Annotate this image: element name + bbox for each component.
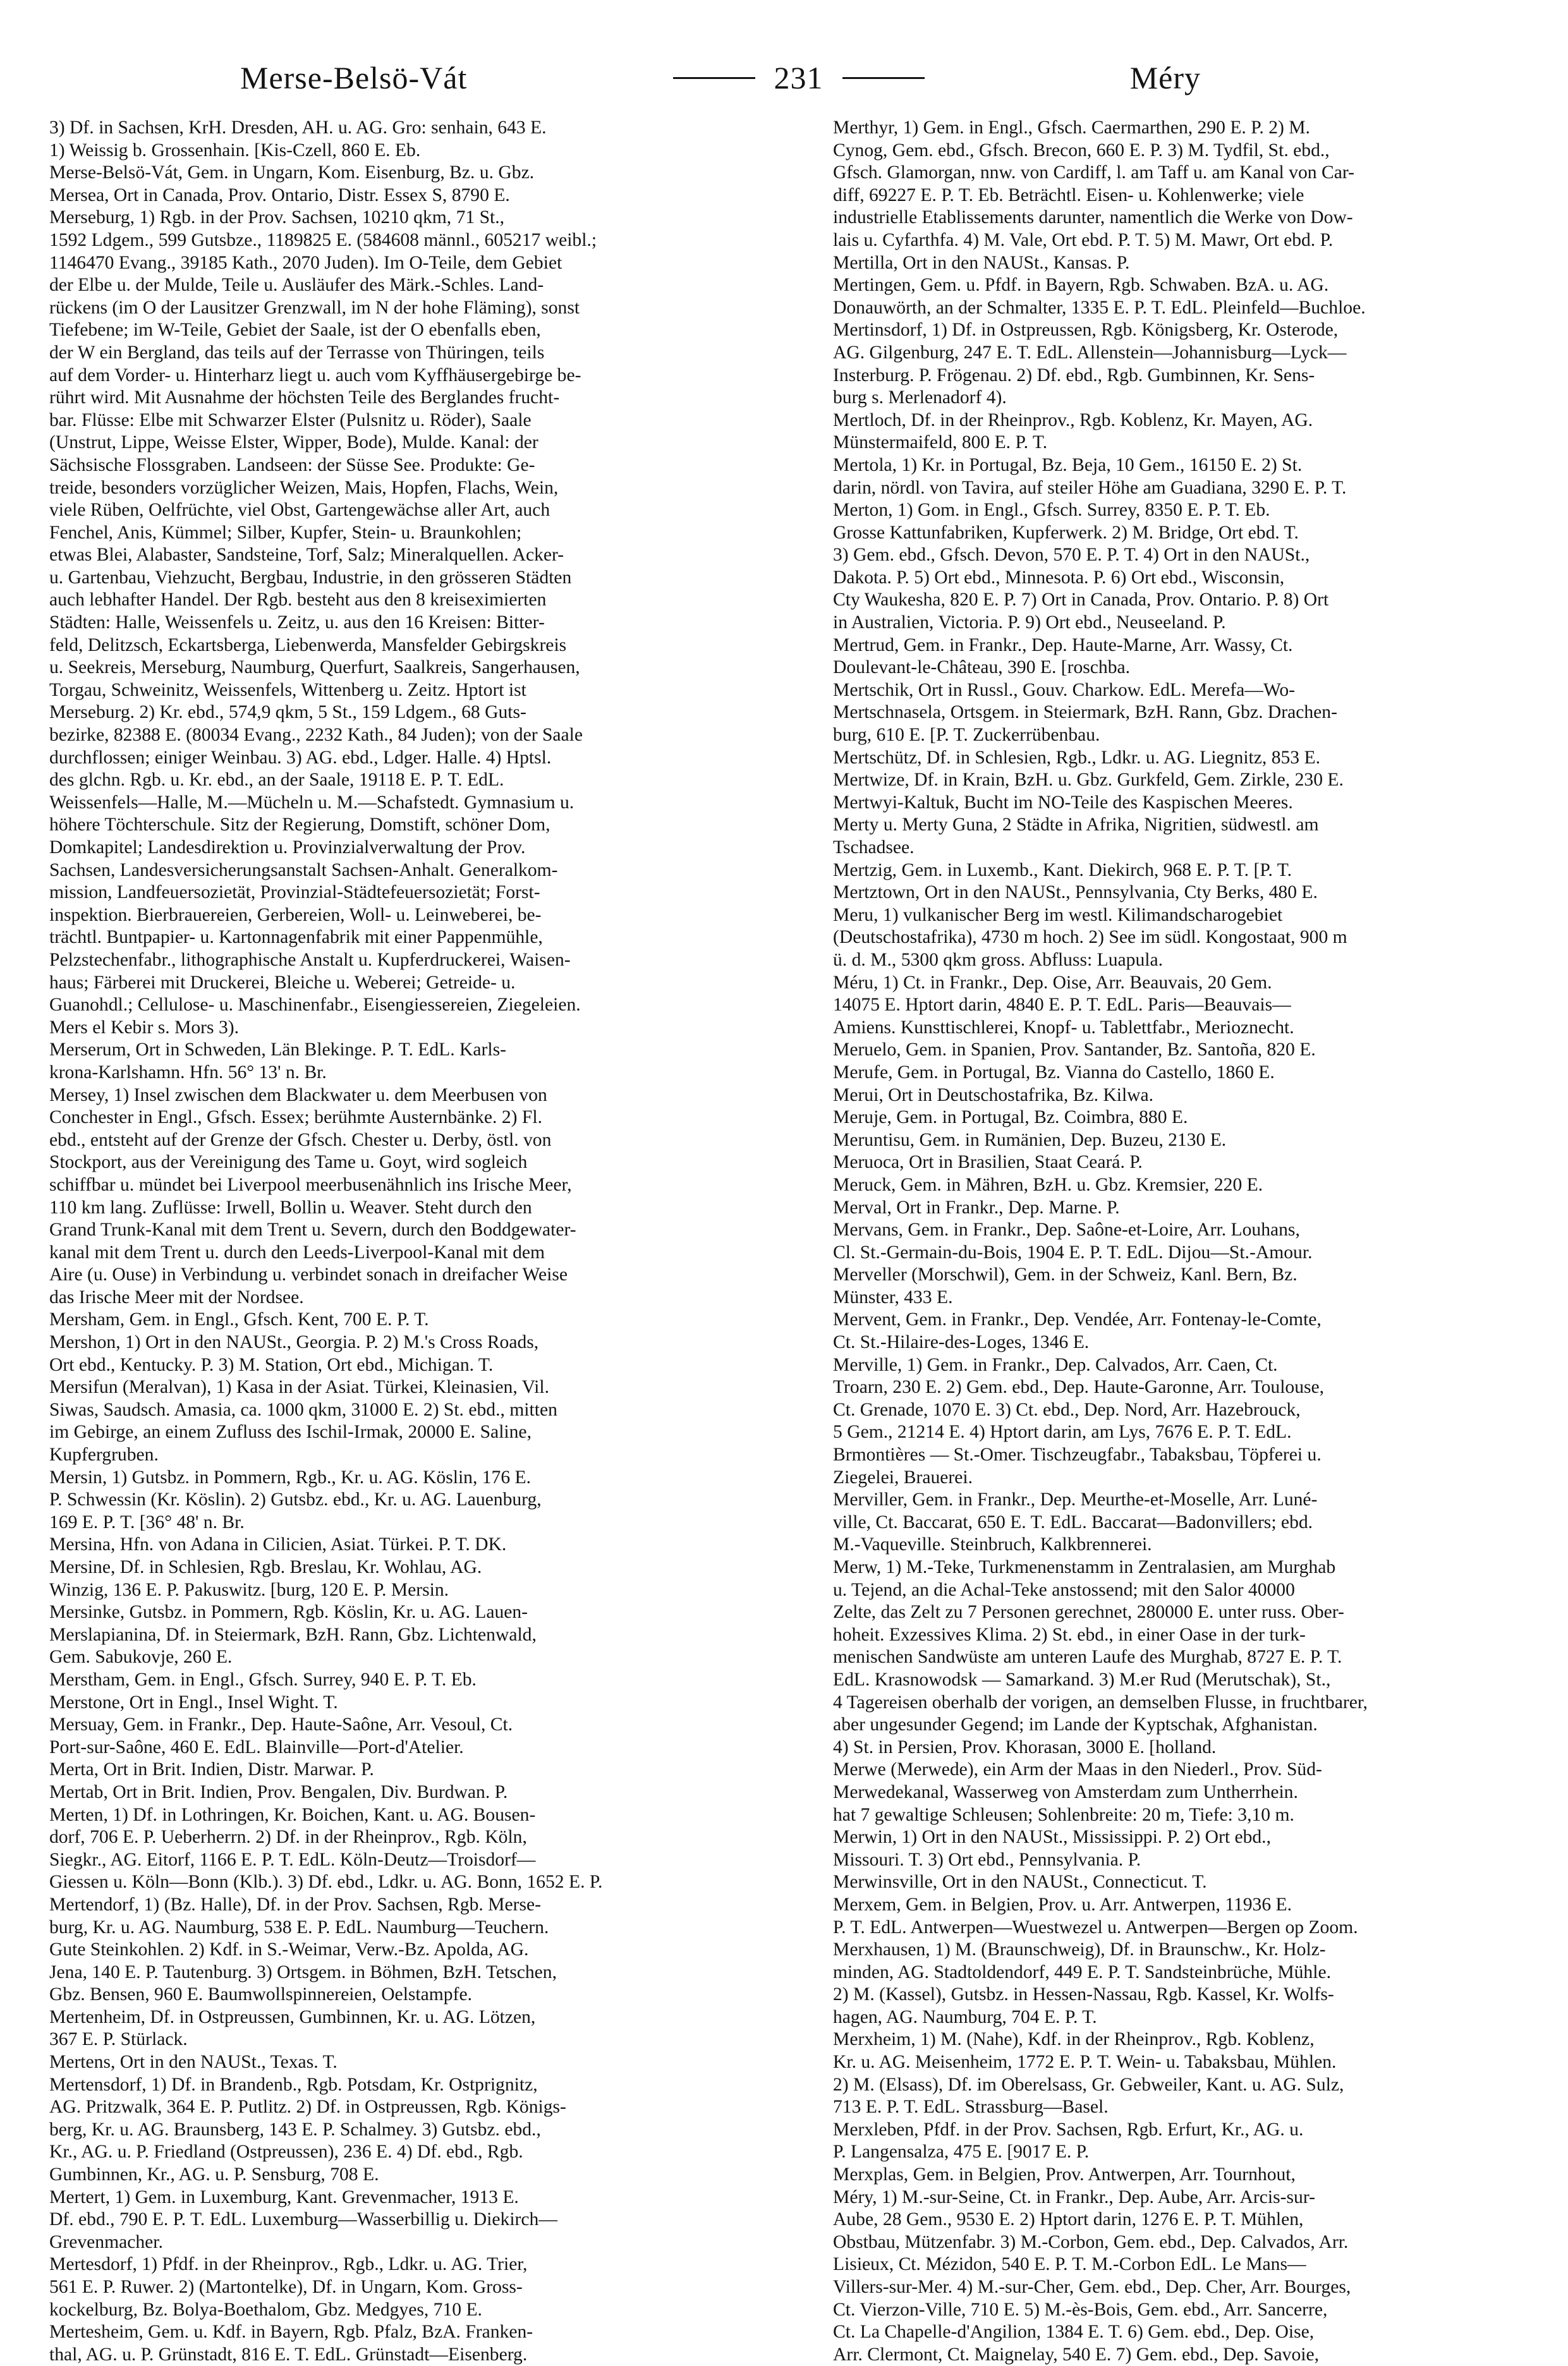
text-line: minden, AG. Stadtoldendorf, 449 E. P. T. Sandsteinbrüche, Mühle. — [833, 1962, 1331, 1982]
text-line: Sächsische Flossgraben. Landseen: der Süsse See. Produkte: Ge- — [49, 454, 535, 475]
text-line: Mertschnasela, Ortsgem. in Steiermark, BzH. Rann, Gbz. Drachen- — [833, 702, 1337, 723]
text-line: rückens (im O der Lausitzer Grenzwall, im N der hohe Fläming), sonst — [49, 297, 580, 318]
text-line: Lisieux, Ct. Mézidon, 540 E. P. T. M.-Corbon EdL. Le Mans— — [833, 2254, 1306, 2275]
text-line: Cl. St.-Germain-du-Bois, 1904 E. P. T. EdL. Dijou—St.-Amour. — [833, 1242, 1313, 1263]
text-line: Weissenfels—Halle, M.—Mücheln u. M.—Schafstedt. Gymnasium u. — [49, 792, 574, 813]
text-line: lais u. Cyfarthfa. 4) M. Vale, Ort ebd. P. T. 5) M. Mawr, Ort ebd. P. — [833, 229, 1334, 250]
text-line: u. Seekreis, Merseburg, Naumburg, Querfurt, Saalkreis, Sangerhausen, — [49, 657, 580, 678]
text-line: Meruoca, Ort in Brasilien, Staat Ceará. P. — [833, 1152, 1143, 1173]
text-line: Villers-sur-Mer. 4) M.-sur-Cher, Gem. ebd., Dep. Cher, Arr. Bourges, — [833, 2277, 1351, 2297]
text-line: auch lebhafter Handel. Der Rgb. besteht aus den 8 kreiseximierten — [49, 590, 547, 610]
text-line: industrielle Etablissements darunter, namentlich die Werke von Dow- — [833, 207, 1353, 228]
text-line: Mertinsdorf, 1) Df. in Ostpreussen, Rgb. Königsberg, Kr. Osterode, — [833, 320, 1339, 341]
text-line: Guanohdl.; Cellulose- u. Maschinenfabr., Eisengiessereien, Ziegeleien. — [49, 995, 581, 1016]
text-line: darin, nördl. von Tavira, auf steiler Höhe am Guadiana, 3290 E. P. T. — [833, 477, 1347, 498]
text-line: Ct. La Chapelle-d'Angilion, 1384 E. T. 6) Gem. ebd., Dep. Oise, — [833, 2322, 1315, 2343]
text-line: auf dem Vorder- u. Hinterharz liegt u. auch vom Kyffhäusergebirge be- — [49, 365, 581, 385]
text-line: (Unstrut, Lippe, Weisse Elster, Wipper, Bode), Mulde. Kanal: der — [49, 432, 538, 453]
text-line: Merseburg, 1) Rgb. in der Prov. Sachsen, 10210 qkm, 71 St., — [49, 207, 505, 228]
text-line: 110 km lang. Zuflüsse: Irwell, Bollin u. Weaver. Steht durch den — [49, 1197, 532, 1218]
text-line: Merty u. Merty Guna, 2 Städte in Afrika, Nigritien, südwestl. am — [833, 815, 1319, 835]
text-line: kockelburg, Bz. Bolya-Boethalom, Gbz. Medgyes, 710 E. — [49, 2299, 482, 2320]
page-header — [240, 43, 1201, 112]
text-line: Mertschik, Ort in Russl., Gouv. Charkow. EdL. Merefa—Wo- — [833, 679, 1296, 700]
text-line: Siwas, Saudsch. Amasia, ca. 1000 qkm, 31000 E. 2) St. ebd., mitten — [49, 1399, 557, 1420]
text-line: Ort ebd., Kentucky. P. 3) M. Station, Ort ebd., Michigan. T. — [49, 1354, 494, 1375]
text-line: der Elbe u. der Mulde, Teile u. Ausläufer des Märk.-Schles. Land- — [49, 275, 544, 296]
text-line: u. Gartenbau, Viehzucht, Bergbau, Industrie, in den grösseren Städten — [49, 567, 572, 588]
text-line: Meruelo, Gem. in Spanien, Prov. Santander, Bz. Santoña, 820 E. — [833, 1040, 1316, 1060]
text-line: Merstham, Gem. in Engl., Gfsch. Surrey, 940 E. P. T. Eb. — [49, 1669, 477, 1690]
text-line: Mertzig, Gem. in Luxemb., Kant. Diekirch, 968 E. P. T. [P. T. — [833, 859, 1292, 880]
text-line: Giessen u. Köln—Bonn (Klb.). 3) Df. ebd., Ldkr. u. AG. Bonn, 1652 E. P. — [49, 1872, 603, 1893]
text-line: Insterburg. P. Frögenau. 2) Df. ebd., Rgb. Gumbinnen, Kr. Sens- — [833, 365, 1315, 385]
text-line: hoheit. Exzessives Klima. 2) St. ebd., in einer Oase in der turk- — [833, 1624, 1306, 1645]
text-line: Cynog, Gem. ebd., Gfsch. Brecon, 660 E. P. 3) M. Tydfil, St. ebd., — [833, 140, 1330, 161]
text-line: Merval, Ort in Frankr., Dep. Marne. P. — [833, 1197, 1120, 1218]
text-line: Merville, 1) Gem. in Frankr., Dep. Calvados, Arr. Caen, Ct. — [833, 1354, 1278, 1375]
text-line: Merslapianina, Df. in Steiermark, BzH. Rann, Gbz. Lichtenwald, — [49, 1624, 537, 1645]
text-line: Sachsen, Landesversicherungsanstalt Sachsen-Anhalt. Generalkom- — [49, 859, 558, 880]
text-line: Mertloch, Df. in der Rheinprov., Rgb. Koblenz, Kr. Mayen, AG. — [833, 410, 1313, 430]
text-line: Merwin, 1) Ort in den NAUSt., Mississippi. P. 2) Ort ebd., — [833, 1827, 1271, 1848]
text-line: 14075 E. Hptort darin, 4840 E. P. T. EdL. Paris—Beauvais— — [833, 995, 1291, 1016]
text-line: 713 E. P. T. EdL. Strassburg—Basel. — [833, 2097, 1109, 2118]
text-line: Merwe (Merwede), ein Arm der Maas in den Niederl., Prov. Süd- — [833, 1759, 1322, 1780]
text-line: Mertens, Ort in den NAUSt., Texas. T. — [49, 2052, 337, 2073]
text-line: Merwedekanal, Wasserweg von Amsterdam zum Untherrhein. — [833, 1781, 1298, 1802]
text-line: Mertwyi-Kaltuk, Bucht im NO-Teile des Kaspischen Meeres. — [833, 792, 1293, 813]
text-line: Ct. Grenade, 1070 E. 3) Ct. ebd., Dep. Nord, Arr. Hazebrouck, — [833, 1399, 1301, 1420]
text-line: Kr. u. AG. Meisenheim, 1772 E. P. T. Wein- u. Tabaksbau, Mühlen. — [833, 2052, 1337, 2073]
text-line: Df. ebd., 790 E. P. T. EdL. Luxemburg—Wasserbillig u. Diekirch— — [49, 2209, 557, 2230]
text-line: 3) Gem. ebd., Gfsch. Devon, 570 E. P. T. 4) Ort in den NAUSt., — [833, 545, 1310, 566]
text-line: krona-Karlshamn. Hfn. 56° 13' n. Br. — [49, 1062, 327, 1083]
text-line: Ct. St.-Hilaire-des-Loges, 1346 E. — [833, 1332, 1090, 1353]
text-line: Merxleben, Pfdf. in der Prov. Sachsen, Rgb. Erfurt, Kr., AG. u. — [833, 2119, 1304, 2140]
text-line: Merviller, Gem. in Frankr., Dep. Meurthe-et-Moselle, Arr. Luné- — [833, 1489, 1318, 1510]
text-line: Mertesdorf, 1) Pfdf. in der Rheinprov., Rgb., Ldkr. u. AG. Trier, — [49, 2254, 528, 2275]
text-line: 2) M. (Elsass), Df. im Oberelsass, Gr. Gebweiler, Kant. u. AG. Sulz, — [833, 2074, 1344, 2095]
text-line: Port-sur-Saône, 460 E. EdL. Blainville—Port-d'Atelier. — [49, 1737, 464, 1757]
text-line: Merxhausen, 1) M. (Braunschweig), Df. in Braunschw., Kr. Holz- — [833, 1939, 1326, 1960]
text-line: Merxheim, 1) M. (Nahe), Kdf. in der Rheinprov., Rgb. Koblenz, — [833, 2029, 1315, 2050]
text-line: Donauwörth, an der Schmalter, 1335 E. P. T. EdL. Pleinfeld—Buchloe. — [833, 297, 1366, 318]
text-line: Méry, 1) M.-sur-Seine, Ct. in Frankr., Dep. Aube, Arr. Arcis-sur- — [833, 2187, 1315, 2207]
text-line: Münster, 433 E. — [833, 1287, 953, 1307]
text-line: (Deutschostafrika), 4730 m hoch. 2) See im südl. Kongostaat, 900 m — [833, 927, 1347, 948]
text-line: ville, Ct. Baccarat, 650 E. T. EdL. Baccarat—Badonvillers; ebd. — [833, 1512, 1313, 1532]
page-number: 231 — [774, 60, 824, 95]
text-line: Mertensdorf, 1) Df. in Brandenb., Rgb. Potsdam, Kr. Ostprignitz, — [49, 2074, 538, 2095]
text-line: Kupfergruben. — [49, 1445, 159, 1465]
text-line: Städten: Halle, Weissenfels u. Zeitz, u. aus den 16 Kreisen: Bitter- — [49, 612, 545, 633]
text-line: Torgau, Schweinitz, Weissenfels, Wittenberg u. Zeitz. Hptort ist — [49, 679, 526, 700]
text-line: Merw, 1) M.-Teke, Turkmenenstamm in Zentralasien, am Murghab — [833, 1557, 1336, 1577]
text-line: Mersinke, Gutsbz. in Pommern, Rgb. Köslin, Kr. u. AG. Lauen- — [49, 1602, 528, 1623]
text-line: Ziegelei, Brauerei. — [833, 1467, 973, 1488]
text-line: Zelte, das Zelt zu 7 Personen gerechnet, 280000 E. unter russ. Ober- — [833, 1602, 1344, 1623]
text-line: ebd., entsteht auf der Grenze der Gfsch. Chester u. Derby, östl. von — [49, 1129, 552, 1150]
text-line: Meruntisu, Gem. in Rumänien, Dep. Buzeu, 2130 E. — [833, 1129, 1227, 1150]
text-line: EdL. Krasnowodsk — Samarkand. 3) M.er Rud (Merutschak), St., — [833, 1669, 1331, 1690]
text-line: Merseburg. 2) Kr. ebd., 574,9 qkm, 5 St., 159 Ldgem., 68 Guts- — [49, 702, 526, 723]
text-line: Aube, 28 Gem., 9530 E. 2) Hptort darin, 1276 E. P. T. Mühlen, — [833, 2209, 1304, 2230]
text-line: Mertingen, Gem. u. Pfdf. in Bayern, Rgb. Schwaben. BzA. u. AG. — [833, 275, 1329, 296]
text-line: Grosse Kattunfabriken, Kupferwerk. 2) M. Bridge, Ort ebd. T. — [833, 522, 1299, 543]
text-line: viele Rüben, Oelfrüchte, viel Obst, Gartengewächse aller Art, auch — [49, 500, 550, 521]
text-line: Domkapitel; Landesdirektion u. Provinzialverwaltung der Prov. — [49, 837, 526, 858]
text-line: Mersifun (Meralvan), 1) Kasa in der Asiat. Türkei, Kleinasien, Vil. — [49, 1377, 550, 1398]
text-line: Siegkr., AG. Eitorf, 1166 E. P. T. EdL. Köln-Deutz—Troisdorf— — [49, 1849, 536, 1870]
text-line: Mersuay, Gem. in Frankr., Dep. Haute-Saône, Arr. Vesoul, Ct. — [49, 1714, 513, 1735]
text-line: Mersina, Hfn. von Adana in Cilicien, Asiat. Türkei. P. T. DK. — [49, 1534, 507, 1555]
text-line: bezirke, 82388 E. (80034 Evang., 2232 Kath., 84 Juden); von der Saale — [49, 725, 583, 746]
text-line: Fenchel, Anis, Kümmel; Silber, Kupfer, Stein- u. Braunkohlen; — [49, 522, 522, 543]
text-line: Merxplas, Gem. in Belgien, Prov. Antwerpen, Arr. Tournhout, — [833, 2164, 1296, 2185]
text-line: haus; Färberei mit Druckerei, Bleiche u. Weberei; Getreide- u. — [49, 972, 516, 993]
text-line: schiffbar u. mündet bei Liverpool meerbusenähnlich ins Irische Meer, — [49, 1174, 572, 1195]
text-line: Merwinsville, Ort in den NAUSt., Connecticut. T. — [833, 1872, 1207, 1893]
text-line: Aire (u. Ouse) in Verbindung u. verbindet sonach in dreifacher Weise — [49, 1265, 568, 1285]
text-line: 1592 Ldgem., 599 Gutsbze., 1189825 E. (584608 männl., 605217 weibl.; — [49, 229, 597, 250]
header-rule-left — [673, 77, 755, 79]
text-line: Gfsch. Glamorgan, nnw. von Cardiff, l. am Taff u. am Kanal von Car- — [833, 162, 1354, 183]
text-line: Mertab, Ort in Brit. Indien, Prov. Bengalen, Div. Burdwan. P. — [49, 1781, 508, 1802]
text-line: 5 Gem., 21214 E. 4) Hptort darin, am Lys, 7676 E. P. T. EdL. — [833, 1422, 1292, 1443]
text-line: Merthyr, 1) Gem. in Engl., Gfsch. Caermarthen, 290 E. P. 2) M. — [833, 118, 1310, 138]
text-line: 4) St. in Persien, Prov. Khorasan, 3000 E. [holland. — [833, 1737, 1217, 1757]
text-line: Troarn, 230 E. 2) Gem. ebd., Dep. Haute-Garonne, Arr. Toulouse, — [833, 1377, 1325, 1398]
text-line: Merserum, Ort in Schweden, Län Blekinge. P. T. EdL. Karls- — [49, 1040, 506, 1060]
text-line: AG. Gilgenburg, 247 E. T. EdL. Allenstein—Johannisburg—Lyck— — [833, 342, 1347, 363]
text-line: durchflossen; einiger Weinbau. 3) AG. ebd., Ldger. Halle. 4) Hptsl. — [49, 747, 552, 768]
text-line: Ct. Vierzon-Ville, 710 E. 5) M.-ès-Bois, Gem. ebd., Arr. Sancerre, — [833, 2299, 1328, 2320]
text-line: Merxem, Gem. in Belgien, Prov. u. Arr. Antwerpen, 11936 E. — [833, 1894, 1292, 1915]
text-line: Mertert, 1) Gem. in Luxemburg, Kant. Grevenmacher, 1913 E. — [49, 2187, 519, 2207]
text-line: Missouri. T. 3) Ort ebd., Pennsylvania. P. — [833, 1849, 1141, 1870]
text-line: der W ein Bergland, das teils auf der Terrasse von Thüringen, teils — [49, 342, 545, 363]
text-line: Mershon, 1) Ort in den NAUSt., Georgia. P. 2) M.'s Cross Roads, — [49, 1332, 539, 1353]
text-line: 1146470 Evang., 39185 Kath., 2070 Juden). Im O-Teile, dem Gebiet — [49, 252, 562, 273]
text-line: bar. Flüsse: Elbe mit Schwarzer Elster (Pulsnitz u. Röder), Saale — [49, 410, 532, 430]
text-line: Tschadsee. — [833, 837, 915, 858]
text-line: Mertilla, Ort in den NAUSt., Kansas. P. — [833, 252, 1130, 273]
text-line: Gumbinnen, Kr., AG. u. P. Sensburg, 708 E. — [49, 2164, 379, 2185]
text-line: P. Schwessin (Kr. Köslin). 2) Gutsbz. ebd., Kr. u. AG. Lauenburg, — [49, 1489, 542, 1510]
text-line: Merse-Belsö-Vát, Gem. in Ungarn, Kom. Eisenburg, Bz. u. Gbz. — [49, 162, 535, 183]
text-line: Mervent, Gem. in Frankr., Dep. Vendée, Arr. Fontenay-le-Comte, — [833, 1309, 1322, 1330]
text-line: Grand Trunk-Kanal mit dem Trent u. Severn, durch den Boddgewater- — [49, 1220, 576, 1241]
text-line: Merui, Ort in Deutschostafrika, Bz. Kilwa. — [833, 1084, 1154, 1105]
text-line: mission, Landfeuersozietät, Provinzial-Städtefeuersozietät; Forst- — [49, 882, 540, 903]
text-line: AG. Pritzwalk, 364 E. P. Putlitz. 2) Df. in Ostpreussen, Rgb. Königs- — [49, 2097, 566, 2118]
text-line: Gem. Sabukovje, 260 E. — [49, 1647, 233, 1668]
text-line: feld, Delitzsch, Eckartsberga, Liebenwerda, Mansfelder Gebirgskreis — [49, 634, 567, 655]
text-line: Merveller (Morschwil), Gem. in der Schweiz, Kanl. Bern, Bz. — [833, 1265, 1298, 1285]
text-line: Mersham, Gem. in Engl., Gfsch. Kent, 700 E. P. T. — [49, 1309, 429, 1330]
text-line: Arr. Clermont, Ct. Maignelay, 540 E. 7) Gem. ebd., Dep. Savoie, — [833, 2344, 1320, 2365]
text-line: Mertendorf, 1) (Bz. Halle), Df. in der Prov. Sachsen, Rgb. Merse- — [49, 1894, 541, 1915]
text-line: Mertztown, Ort in den NAUSt., Pennsylvania, Cty Berks, 480 E. — [833, 882, 1318, 903]
text-line: Merufe, Gem. in Portugal, Bz. Vianna do Castello, 1860 E. — [833, 1062, 1275, 1083]
text-line: Mertenheim, Df. in Ostpreussen, Gumbinnen, Kr. u. AG. Lötzen, — [49, 2006, 536, 2027]
text-line: thal, AG. u. P. Grünstadt, 816 E. T. EdL. Grünstadt—Eisenberg. — [49, 2344, 528, 2365]
text-line: Mertrud, Gem. in Frankr., Dep. Haute-Marne, Arr. Wassy, Ct. — [833, 634, 1293, 655]
text-line: kanal mit dem Trent u. durch den Leeds-Liverpool-Kanal mit dem — [49, 1242, 545, 1263]
text-line: Gbz. Bensen, 960 E. Baumwollspinnereien, Oelstampfe. — [49, 1984, 472, 2005]
left-column — [49, 117, 776, 2365]
text-line: Obstbau, Mützenfabr. 3) M.-Corbon, Gem. ebd., Dep. Calvados, Arr. — [833, 2231, 1349, 2252]
text-line: Gute Steinkohlen. 2) Kdf. in S.-Weimar, Verw.-Bz. Apolda, AG. — [49, 1939, 529, 1960]
text-line: menischen Sandwüste am unteren Laufe des Murghab, 8727 E. P. T. — [833, 1647, 1342, 1668]
text-line: 367 E. P. Stürlack. — [49, 2029, 188, 2050]
text-line: M.-Vaqueville. Steinbruch, Kalkbrennerei. — [833, 1534, 1152, 1555]
text-line: dorf, 706 E. P. Ueberherrn. 2) Df. in der Rheinprov., Rgb. Köln, — [49, 1827, 527, 1848]
text-line: 2) M. (Kassel), Gutsbz. in Hessen-Nassau, Rgb. Kassel, Kr. Wolfs- — [833, 1984, 1334, 2005]
text-line: in Australien, Victoria. P. 9) Ort ebd., Neuseeland. P. — [833, 612, 1226, 633]
text-line: aber ungesunder Gegend; im Lande der Kyptschak, Afghanistan. — [833, 1714, 1318, 1735]
text-line: des glchn. Rgb. u. Kr. ebd., an der Saale, 19118 E. P. T. EdL. — [49, 770, 504, 791]
text-line: Dakota. P. 5) Ort ebd., Minnesota. P. 6) Ort ebd., Wisconsin, — [833, 567, 1285, 588]
text-line: Merstone, Ort in Engl., Insel Wight. T. — [49, 1692, 338, 1713]
text-line: Mertwize, Df. in Krain, BzH. u. Gbz. Gurkfeld, Gem. Zirkle, 230 E. — [833, 770, 1344, 791]
text-line: u. Tejend, an die Achal-Teke anstossend; mit den Salor 40000 — [833, 1579, 1295, 1600]
text-line: Mers el Kebir s. Mors 3). — [49, 1017, 239, 1038]
text-line: diff, 69227 E. P. T. Eb. Beträchtl. Eisen- u. Kohlenwerke; viele — [833, 185, 1304, 205]
text-line: Pelzstechenfabr., lithographische Anstalt u. Kupferdruckerei, Waisen- — [49, 949, 571, 970]
text-line: Tiefebene; im W-Teile, Gebiet der Saale, ist der O ebenfalls eben, — [49, 320, 541, 341]
text-line: Münstermaifeld, 800 E. P. T. — [833, 432, 1048, 453]
header-rule-right — [842, 77, 925, 79]
text-line: Conchester in Engl., Gfsch. Essex; berühmte Austernbänke. 2) Fl. — [49, 1107, 542, 1128]
text-line: Mertesheim, Gem. u. Kdf. in Bayern, Rgb. Pfalz, BzA. Franken- — [49, 2322, 533, 2343]
text-line: Stockport, aus der Vereinigung des Tame u. Goyt, wird sogleich — [49, 1152, 528, 1173]
text-line: etwas Blei, Alabaster, Sandsteine, Torf, Salz; Mineralquellen. Acker- — [49, 545, 564, 566]
text-line: im Gebirge, an einem Zufluss des Ischil-Irmak, 20000 E. Saline, — [49, 1422, 532, 1443]
text-line: Grevenmacher. — [49, 2231, 163, 2252]
text-line: Mersin, 1) Gutsbz. in Pommern, Rgb., Kr. u. AG. Köslin, 176 E. — [49, 1467, 532, 1488]
text-line: 3) Df. in Sachsen, KrH. Dresden, AH. u. AG. Gro: senhain, 643 E. — [49, 118, 547, 138]
text-line: Mertola, 1) Kr. in Portugal, Bz. Beja, 10 Gem., 16150 E. 2) St. — [833, 454, 1303, 475]
text-line: Kr., AG. u. P. Friedland (Ostpreussen), 236 E. 4) Df. ebd., Rgb. — [49, 2142, 523, 2163]
text-line: trächtl. Buntpapier- u. Kartonnagenfabrik mit einer Pappenmühle, — [49, 927, 543, 948]
text-line: 169 E. P. T. [36° 48' n. Br. — [49, 1512, 245, 1532]
text-line: das Irische Meer mit der Nordsee. — [49, 1287, 304, 1307]
text-line: 1) Weissig b. Grossenhain. [Kis-Czell, 860 E. Eb. — [49, 140, 421, 161]
text-line: Méru, 1) Ct. in Frankr., Dep. Oise, Arr. Beauvais, 20 Gem. — [833, 972, 1272, 993]
text-line: burg, 610 E. [P. T. Zuckerrübenbau. — [833, 725, 1100, 746]
text-line: hat 7 gewaltige Schleusen; Sohlenbreite: 20 m, Tiefe: 3,10 m. — [833, 1804, 1294, 1825]
text-line: P. T. EdL. Antwerpen—Wuestwezel u. Antwerpen—Bergen op Zoom. — [833, 1917, 1358, 1938]
text-line: Merten, 1) Df. in Lothringen, Kr. Boichen, Kant. u. AG. Bousen- — [49, 1804, 536, 1825]
text-line: burg, Kr. u. AG. Naumburg, 538 E. P. EdL. Naumburg—Teuchern. — [49, 1917, 549, 1938]
header-left-headword: Merse-Belsö-Vát — [240, 60, 468, 95]
text-line: inspektion. Bierbrauereien, Gerbereien, Woll- u. Leinweberei, be- — [49, 904, 542, 925]
text-line: berg, Kr. u. AG. Braunsberg, 143 E. P. Schalmey. 3) Gutsbz. ebd., — [49, 2119, 541, 2140]
text-line: Mersey, 1) Insel zwischen dem Blackwater u. dem Meerbusen von — [49, 1084, 547, 1105]
text-line: 4 Tagereisen oberhalb der vorigen, an demselben Flusse, in fruchtbarer, — [833, 1692, 1368, 1713]
text-line: Mertschütz, Df. in Schlesien, Rgb., Ldkr. u. AG. Liegnitz, 853 E. — [833, 747, 1320, 768]
text-line: Mersea, Ort in Canada, Prov. Ontario, Distr. Essex S, 8790 E. — [49, 185, 510, 205]
text-line: burg s. Merlenadorf 4). — [833, 387, 1007, 408]
text-line: hagen, AG. Naumburg, 704 E. P. T. — [833, 2006, 1097, 2027]
text-line: Mersine, Df. in Schlesien, Rgb. Breslau, Kr. Wohlau, AG. — [49, 1557, 482, 1577]
text-line: Meruck, Gem. in Mähren, BzH. u. Gbz. Kremsier, 220 E. — [833, 1174, 1263, 1195]
right-column — [833, 117, 1560, 2365]
text-line: Jena, 140 E. P. Tautenburg. 3) Ortsgem. in Böhmen, BzH. Tetschen, — [49, 1962, 557, 1982]
text-line: Merton, 1) Gom. in Engl., Gfsch. Surrey, 8350 E. P. T. Eb. — [833, 500, 1270, 521]
text-line: höhere Töchterschule. Sitz der Regierung, Domstift, schöner Dom, — [49, 815, 550, 835]
text-line: Merta, Ort in Brit. Indien, Distr. Marwar. P. — [49, 1759, 374, 1780]
text-line: Amiens. Kunsttischlerei, Knopf- u. Tablettfabr., Merioznecht. — [833, 1017, 1294, 1038]
text-line: Brmontières — St.-Omer. Tischzeugfabr., Tabaksbau, Töpferei u. — [833, 1445, 1322, 1465]
text-line: Mervans, Gem. in Frankr., Dep. Saône-et-Loire, Arr. Louhans, — [833, 1220, 1300, 1241]
text-line: Doulevant-le-Château, 390 E. [roschba. — [833, 657, 1131, 678]
text-line: rührt wird. Mit Ausnahme der höchsten Teile des Berglandes frucht- — [49, 387, 560, 408]
text-line: P. Langensalza, 475 E. [9017 E. P. — [833, 2142, 1090, 2163]
text-line: treide, besonders vorzüglicher Weizen, Mais, Hopfen, Flachs, Wein, — [49, 477, 559, 498]
text-line: ü. d. M., 5300 qkm gross. Abfluss: Luapula. — [833, 949, 1163, 970]
text-line: Winzig, 136 E. P. Pakuswitz. [burg, 120 E. P. Mersin. — [49, 1579, 449, 1600]
text-line: Meru, 1) vulkanischer Berg im westl. Kilimandscharogebiet — [833, 904, 1283, 925]
header-right-headword: Méry — [1129, 60, 1201, 95]
text-line: Meruje, Gem. in Portugal, Bz. Coimbra, 880 E. — [833, 1107, 1188, 1128]
page-number-group — [654, 59, 944, 96]
text-line: 561 E. P. Ruwer. 2) (Martontelke), Df. in Ungarn, Kom. Gross- — [49, 2277, 523, 2297]
text-line: Cty Waukesha, 820 E. P. 7) Ort in Canada, Prov. Ontario. P. 8) Ort — [833, 590, 1329, 610]
